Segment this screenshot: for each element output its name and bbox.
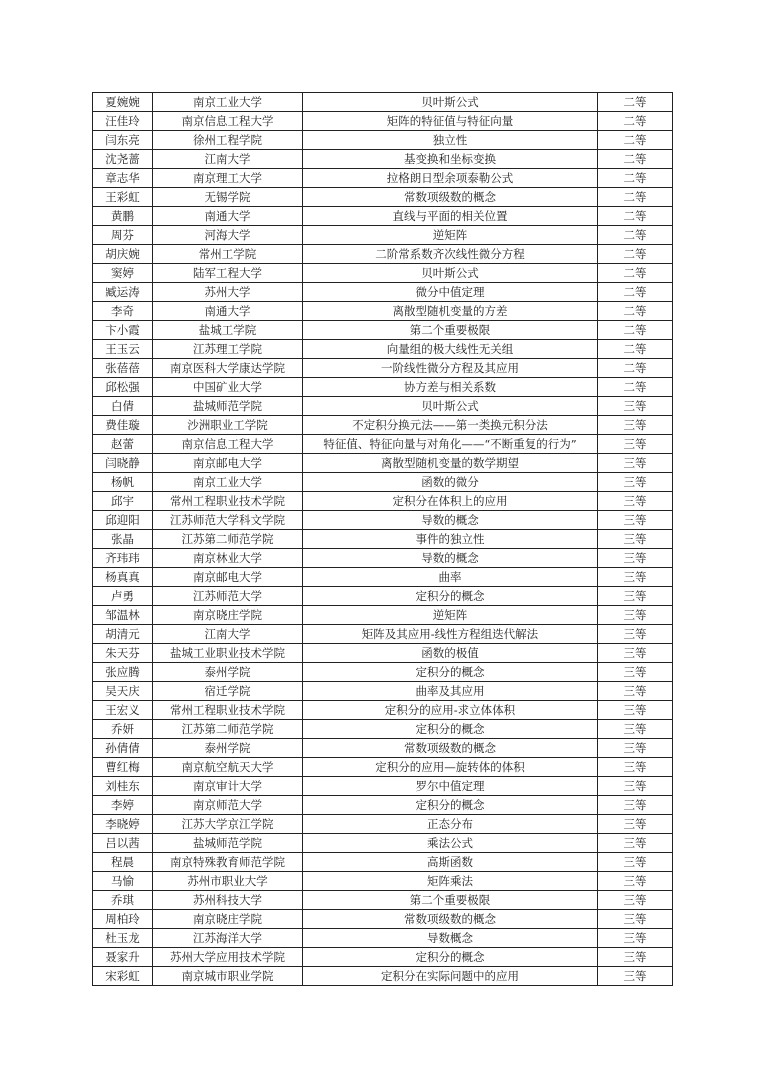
name-cell: 李奇 [93, 302, 153, 321]
award-cell: 三等 [598, 796, 673, 815]
award-cell: 三等 [598, 910, 673, 929]
award-cell: 三等 [598, 625, 673, 644]
school-cell: 南京理工大学 [153, 169, 303, 188]
school-cell: 河海大学 [153, 226, 303, 245]
award-cell: 二等 [598, 150, 673, 169]
school-cell: 南京工业大学 [153, 473, 303, 492]
school-cell: 南京信息工程大学 [153, 435, 303, 454]
school-cell: 南京工业大学 [153, 93, 303, 112]
topic-cell: 特征值、特征向量与对角化——“不断重复的行为” [303, 435, 598, 454]
name-cell: 宋彩虹 [93, 967, 153, 986]
table-row [93, 606, 673, 625]
name-cell: 刘桂东 [93, 777, 153, 796]
name-cell: 王彩虹 [93, 188, 153, 207]
topic-cell: 曲率 [303, 568, 598, 587]
topic-cell: 独立性 [303, 131, 598, 150]
table-row [93, 93, 673, 112]
table-row [93, 378, 673, 397]
name-cell: 臧运涛 [93, 283, 153, 302]
topic-cell: 矩阵乘法 [303, 872, 598, 891]
school-cell: 南京城市职业学院 [153, 967, 303, 986]
table-row [93, 397, 673, 416]
topic-cell: 贝叶斯公式 [303, 397, 598, 416]
topic-cell: 逆矩阵 [303, 606, 598, 625]
school-cell: 陆军工程大学 [153, 264, 303, 283]
school-cell: 江苏理工学院 [153, 340, 303, 359]
table-row [93, 853, 673, 872]
name-cell: 章志华 [93, 169, 153, 188]
topic-cell: 常数项级数的概念 [303, 739, 598, 758]
name-cell: 朱天芬 [93, 644, 153, 663]
school-cell: 江苏师范大学 [153, 587, 303, 606]
topic-cell: 贝叶斯公式 [303, 93, 598, 112]
school-cell: 泰州学院 [153, 663, 303, 682]
school-cell: 南京航空航天大学 [153, 758, 303, 777]
name-cell: 杨真真 [93, 568, 153, 587]
topic-cell: 曲率及其应用 [303, 682, 598, 701]
award-cell: 二等 [598, 321, 673, 340]
award-cell: 二等 [598, 359, 673, 378]
topic-cell: 乘法公式 [303, 834, 598, 853]
table-row [93, 720, 673, 739]
table-row [93, 910, 673, 929]
award-cell: 二等 [598, 131, 673, 150]
topic-cell: 定积分的概念 [303, 587, 598, 606]
table-row [93, 967, 673, 986]
table-row [93, 644, 673, 663]
award-cell: 二等 [598, 226, 673, 245]
school-cell: 盐城工业职业技术学院 [153, 644, 303, 663]
topic-cell: 二阶常系数齐次线性微分方程 [303, 245, 598, 264]
school-cell: 南京信息工程大学 [153, 112, 303, 131]
award-cell: 二等 [598, 302, 673, 321]
award-cell: 三等 [598, 929, 673, 948]
award-cell: 三等 [598, 739, 673, 758]
school-cell: 苏州大学 [153, 283, 303, 302]
name-cell: 吴天庆 [93, 682, 153, 701]
name-cell: 张蓓蓓 [93, 359, 153, 378]
award-cell: 三等 [598, 606, 673, 625]
school-cell: 南京林业大学 [153, 549, 303, 568]
table-row [93, 226, 673, 245]
table-row [93, 112, 673, 131]
table-row [93, 207, 673, 226]
award-cell: 三等 [598, 587, 673, 606]
school-cell: 徐州工程学院 [153, 131, 303, 150]
name-cell: 邱宇 [93, 492, 153, 511]
award-cell: 三等 [598, 682, 673, 701]
award-cell: 二等 [598, 283, 673, 302]
topic-cell: 罗尔中值定理 [303, 777, 598, 796]
table-row [93, 454, 673, 473]
table-row [93, 321, 673, 340]
award-cell: 三等 [598, 549, 673, 568]
award-cell: 二等 [598, 169, 673, 188]
topic-cell: 常数项级数的概念 [303, 188, 598, 207]
school-cell: 南通大学 [153, 302, 303, 321]
table-row [93, 834, 673, 853]
table-row [93, 283, 673, 302]
topic-cell: 导数的概念 [303, 549, 598, 568]
name-cell: 周柏玲 [93, 910, 153, 929]
award-cell: 三等 [598, 473, 673, 492]
name-cell: 闫晓静 [93, 454, 153, 473]
name-cell: 胡庆婉 [93, 245, 153, 264]
topic-cell: 向量组的极大线性无关组 [303, 340, 598, 359]
award-cell: 三等 [598, 416, 673, 435]
topic-cell: 逆矩阵 [303, 226, 598, 245]
name-cell: 白倩 [93, 397, 153, 416]
topic-cell: 第二个重要极限 [303, 891, 598, 910]
school-cell: 苏州大学应用技术学院 [153, 948, 303, 967]
table-row [93, 131, 673, 150]
table-row [93, 549, 673, 568]
name-cell: 邱松强 [93, 378, 153, 397]
name-cell: 张晶 [93, 530, 153, 549]
school-cell: 苏州市职业大学 [153, 872, 303, 891]
table-row [93, 815, 673, 834]
school-cell: 南京晓庄学院 [153, 606, 303, 625]
topic-cell: 第二个重要极限 [303, 321, 598, 340]
topic-cell: 矩阵及其应用-线性方程组迭代解法 [303, 625, 598, 644]
topic-cell: 常数项级数的概念 [303, 910, 598, 929]
topic-cell: 不定积分换元法——第一类换元积分法 [303, 416, 598, 435]
award-cell: 三等 [598, 853, 673, 872]
table-row [93, 245, 673, 264]
topic-cell: 定积分的应用—旋转体的体积 [303, 758, 598, 777]
award-cell: 二等 [598, 188, 673, 207]
award-cell: 二等 [598, 378, 673, 397]
table-row [93, 701, 673, 720]
name-cell: 邱迎阳 [93, 511, 153, 530]
name-cell: 王宏义 [93, 701, 153, 720]
award-cell: 三等 [598, 891, 673, 910]
school-cell: 江南大学 [153, 625, 303, 644]
topic-cell: 拉格朗日型余项泰勒公式 [303, 169, 598, 188]
name-cell: 窦婷 [93, 264, 153, 283]
awards-table [92, 92, 673, 986]
award-cell: 三等 [598, 967, 673, 986]
table-row [93, 188, 673, 207]
topic-cell: 函数的微分 [303, 473, 598, 492]
school-cell: 江苏大学京江学院 [153, 815, 303, 834]
name-cell: 费佳璇 [93, 416, 153, 435]
topic-cell: 离散型随机变量的方差 [303, 302, 598, 321]
school-cell: 江苏第二师范学院 [153, 720, 303, 739]
name-cell: 周芬 [93, 226, 153, 245]
award-cell: 三等 [598, 435, 673, 454]
award-cell: 二等 [598, 207, 673, 226]
name-cell: 杜玉龙 [93, 929, 153, 948]
school-cell: 常州工程职业技术学院 [153, 492, 303, 511]
name-cell: 曹红梅 [93, 758, 153, 777]
school-cell: 盐城工学院 [153, 321, 303, 340]
table-row [93, 435, 673, 454]
table-row [93, 416, 673, 435]
topic-cell: 矩阵的特征值与特征向量 [303, 112, 598, 131]
school-cell: 泰州学院 [153, 739, 303, 758]
school-cell: 苏州科技大学 [153, 891, 303, 910]
table-row [93, 777, 673, 796]
school-cell: 盐城师范学院 [153, 397, 303, 416]
name-cell: 马愉 [93, 872, 153, 891]
topic-cell: 定积分的概念 [303, 948, 598, 967]
name-cell: 乔妍 [93, 720, 153, 739]
award-cell: 二等 [598, 112, 673, 131]
name-cell: 张应腾 [93, 663, 153, 682]
award-cell: 三等 [598, 511, 673, 530]
school-cell: 宿迁学院 [153, 682, 303, 701]
table-row [93, 530, 673, 549]
name-cell: 汪佳玲 [93, 112, 153, 131]
topic-cell: 定积分的应用-求立体体积 [303, 701, 598, 720]
name-cell: 沈尧蔷 [93, 150, 153, 169]
award-cell: 三等 [598, 758, 673, 777]
table-row [93, 150, 673, 169]
topic-cell: 一阶线性微分方程及其应用 [303, 359, 598, 378]
table-row [93, 587, 673, 606]
topic-cell: 贝叶斯公式 [303, 264, 598, 283]
award-cell: 二等 [598, 245, 673, 264]
school-cell: 江苏海洋大学 [153, 929, 303, 948]
award-cell: 二等 [598, 264, 673, 283]
award-cell: 二等 [598, 340, 673, 359]
name-cell: 孙倩倩 [93, 739, 153, 758]
table-row [93, 359, 673, 378]
table-row [93, 758, 673, 777]
school-cell: 沙洲职业工学院 [153, 416, 303, 435]
table-row [93, 264, 673, 283]
topic-cell: 定积分在实际问题中的应用 [303, 967, 598, 986]
table-row [93, 473, 673, 492]
name-cell: 聂家升 [93, 948, 153, 967]
table-row [93, 948, 673, 967]
table-row [93, 568, 673, 587]
topic-cell: 定积分的概念 [303, 663, 598, 682]
award-cell: 三等 [598, 663, 673, 682]
school-cell: 南京晓庄学院 [153, 910, 303, 929]
topic-cell: 协方差与相关系数 [303, 378, 598, 397]
name-cell: 邹温林 [93, 606, 153, 625]
table-row [93, 625, 673, 644]
award-cell: 三等 [598, 872, 673, 891]
name-cell: 赵蕾 [93, 435, 153, 454]
table-row [93, 340, 673, 359]
table-row [93, 929, 673, 948]
school-cell: 江南大学 [153, 150, 303, 169]
school-cell: 南京医科大学康达学院 [153, 359, 303, 378]
name-cell: 李婷 [93, 796, 153, 815]
school-cell: 无锡学院 [153, 188, 303, 207]
topic-cell: 定积分的概念 [303, 796, 598, 815]
award-cell: 三等 [598, 777, 673, 796]
topic-cell: 定积分在体积上的应用 [303, 492, 598, 511]
award-cell: 三等 [598, 701, 673, 720]
name-cell: 王玉云 [93, 340, 153, 359]
school-cell: 常州工学院 [153, 245, 303, 264]
table-row [93, 891, 673, 910]
name-cell: 杨帆 [93, 473, 153, 492]
name-cell: 胡清元 [93, 625, 153, 644]
awards-table-body [93, 93, 673, 986]
award-cell: 三等 [598, 720, 673, 739]
award-cell: 三等 [598, 530, 673, 549]
name-cell: 程晨 [93, 853, 153, 872]
school-cell: 江苏第二师范学院 [153, 530, 303, 549]
topic-cell: 高斯函数 [303, 853, 598, 872]
award-cell: 三等 [598, 948, 673, 967]
award-cell: 三等 [598, 492, 673, 511]
school-cell: 南京师范大学 [153, 796, 303, 815]
award-cell: 三等 [598, 644, 673, 663]
name-cell: 黄鹏 [93, 207, 153, 226]
topic-cell: 微分中值定理 [303, 283, 598, 302]
school-cell: 盐城师范学院 [153, 834, 303, 853]
topic-cell: 函数的极值 [303, 644, 598, 663]
table-row [93, 739, 673, 758]
school-cell: 南京特殊教育师范学院 [153, 853, 303, 872]
name-cell: 乔琪 [93, 891, 153, 910]
award-cell: 二等 [598, 93, 673, 112]
school-cell: 常州工程职业技术学院 [153, 701, 303, 720]
school-cell: 南京邮电大学 [153, 454, 303, 473]
table-row [93, 682, 673, 701]
name-cell: 吕以茜 [93, 834, 153, 853]
table-row [93, 302, 673, 321]
award-cell: 三等 [598, 454, 673, 473]
school-cell: 中国矿业大学 [153, 378, 303, 397]
name-cell: 卢勇 [93, 587, 153, 606]
school-cell: 南京审计大学 [153, 777, 303, 796]
table-row [93, 492, 673, 511]
school-cell: 南通大学 [153, 207, 303, 226]
award-cell: 三等 [598, 397, 673, 416]
name-cell: 夏婉婉 [93, 93, 153, 112]
award-cell: 三等 [598, 568, 673, 587]
table-row [93, 796, 673, 815]
topic-cell: 正态分布 [303, 815, 598, 834]
school-cell: 江苏师范大学科文学院 [153, 511, 303, 530]
topic-cell: 直线与平面的相关位置 [303, 207, 598, 226]
table-row [93, 169, 673, 188]
topic-cell: 导数的概念 [303, 511, 598, 530]
topic-cell: 基变换和坐标变换 [303, 150, 598, 169]
table-row [93, 511, 673, 530]
name-cell: 闫东亮 [93, 131, 153, 150]
table-row [93, 872, 673, 891]
school-cell: 南京邮电大学 [153, 568, 303, 587]
table-row [93, 663, 673, 682]
award-cell: 三等 [598, 834, 673, 853]
topic-cell: 事件的独立性 [303, 530, 598, 549]
name-cell: 李晓婷 [93, 815, 153, 834]
name-cell: 卞小霞 [93, 321, 153, 340]
name-cell: 齐玮玮 [93, 549, 153, 568]
topic-cell: 导数概念 [303, 929, 598, 948]
topic-cell: 定积分的概念 [303, 720, 598, 739]
topic-cell: 离散型随机变量的数学期望 [303, 454, 598, 473]
award-cell: 三等 [598, 815, 673, 834]
